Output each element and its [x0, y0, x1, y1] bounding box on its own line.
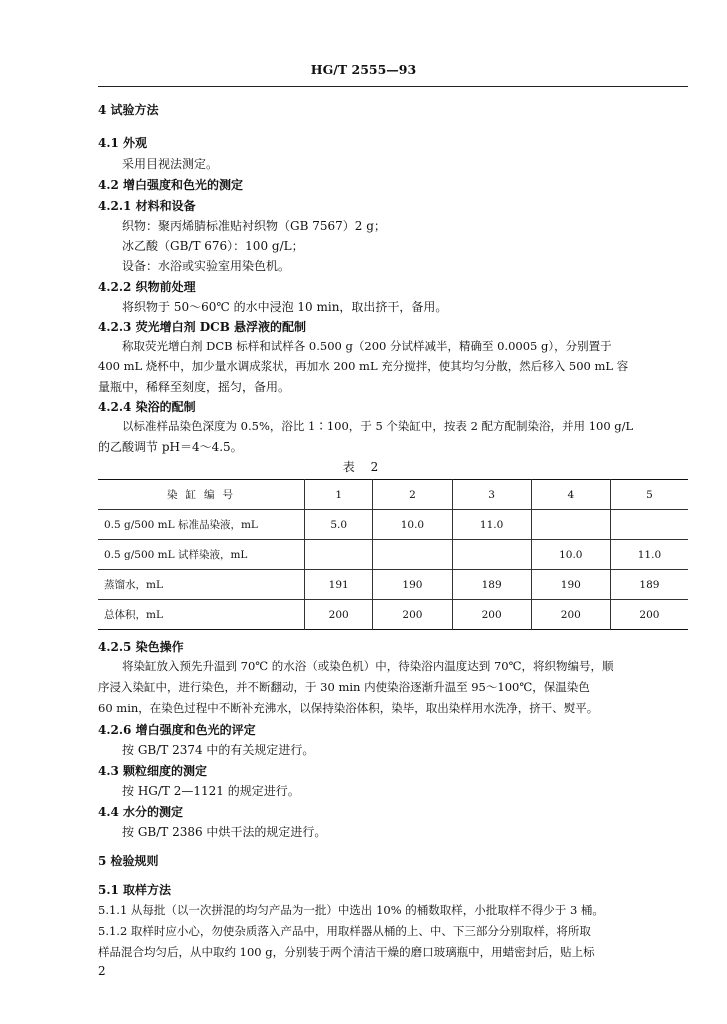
heading-5: 5 检验规则 — [98, 854, 159, 868]
row-label: 总体积，mL — [98, 600, 305, 630]
heading-4-1: 4.1 外观 — [98, 136, 148, 150]
table-cell — [373, 540, 452, 570]
heading-4-4: 4.4 水分的测定 — [98, 805, 184, 819]
heading-4-3: 4.3 颗粒细度的测定 — [98, 764, 208, 778]
heading-4-2-3: 4.2.3 荧光增白剂 DCB 悬浮液的配制 — [98, 320, 307, 334]
table-header-row — [98, 480, 688, 510]
table-cell: 11.0 — [452, 510, 531, 540]
table-row — [98, 600, 688, 630]
para-5-1-2-line1: 5.1.2 取样时应小心，勿使杂质落入产品中，用取样器从桶的上、中、下三部分分别取样，将所取 — [98, 924, 591, 938]
para-4-2-3-line2: 400 mL 烧杯中，加少量水调成浆状，再加水 200 mL 充分搅拌，使其均匀分散，然后移入 500 mL 容 — [98, 359, 629, 373]
table-cell: 191 — [305, 570, 373, 600]
para-4-2-1-equipment: 设备：水浴或实验室用染色机。 — [122, 259, 291, 273]
para-5-1-1: 5.1.1 从每批（以一次拼混的均匀产品为一批）中选出 10% 的桶数取样，小批取样不得少于 3 桶。 — [98, 903, 604, 917]
table-cell: 200 — [373, 600, 452, 630]
heading-4-2-5: 4.2.5 染色操作 — [98, 640, 184, 654]
table-cell: 190 — [373, 570, 452, 600]
dye-bath-table — [98, 479, 688, 630]
para-4-4: 按 GB/T 2386 中烘干法的规定进行。 — [122, 825, 327, 839]
table-header-col: 2 — [373, 480, 452, 510]
para-4-2-5-line2: 序浸入染缸中，进行染色，并不断翻动，于 30 min 内使染浴逐渐升温至 95～100℃，保温染色 — [98, 680, 590, 694]
table-header-col: 4 — [531, 480, 610, 510]
table-header-col: 1 — [305, 480, 373, 510]
table-cell: 200 — [531, 600, 610, 630]
para-4-3: 按 HG/T 2—1121 的规定进行。 — [122, 784, 300, 798]
heading-4-2-6: 4.2.6 增白强度和色光的评定 — [98, 723, 256, 737]
table-cell — [452, 540, 531, 570]
table-cell: 189 — [610, 570, 688, 600]
para-4-2-5-line1: 将染缸放入预先升温到 70℃ 的水浴（或染色机）中，待染浴内温度达到 70℃，将织物编号，顺 — [122, 659, 614, 673]
row-label: 0.5 g/500 mL 试样染液，mL — [98, 540, 305, 570]
table-caption: 表 2 — [342, 460, 385, 474]
page-number: 2 — [98, 964, 106, 978]
table-cell: 200 — [610, 600, 688, 630]
para-4-2-6: 按 GB/T 2374 中的有关规定进行。 — [122, 743, 315, 757]
table-row — [98, 510, 688, 540]
table-cell: 189 — [452, 570, 531, 600]
heading-4-2-2: 4.2.2 织物前处理 — [98, 280, 196, 294]
para-4-2-3-line1: 称取荧光增白剂 DCB 标样和试样各 0.500 g（200 分试样减半，精确至 0.0005 g），分别置于 — [122, 339, 612, 353]
para-4-2-1-acid: 冰乙酸（GB/T 676）：100 g/L； — [122, 239, 304, 253]
table-cell — [531, 510, 610, 540]
para-4-2-4-line1: 以标准样品染色深度为 0.5%，浴比 1∶100，于 5 个染缸中，按表 2 配方配制染浴，并用 100 g/L — [122, 419, 634, 433]
row-label: 0.5 g/500 mL 标准品染液，mL — [98, 510, 305, 540]
table-row — [98, 540, 688, 570]
table-header-col: 3 — [452, 480, 531, 510]
para-4-2-4-line2: 的乙酸调节 pH＝4～4.5。 — [98, 440, 243, 454]
para-4-2-3-line3: 量瓶中，稀释至刻度，摇匀，备用。 — [98, 380, 291, 394]
heading-4: 4 试验方法 — [98, 103, 159, 117]
table-header-label: 染缸编号 — [98, 480, 305, 510]
heading-5-1: 5.1 取样方法 — [98, 883, 172, 897]
table-cell: 200 — [452, 600, 531, 630]
row-label: 蒸馏水，mL — [98, 570, 305, 600]
table-cell: 10.0 — [531, 540, 610, 570]
table-cell: 5.0 — [305, 510, 373, 540]
para-4-1: 采用目视法测定。 — [122, 157, 219, 171]
heading-4-2-1: 4.2.1 材料和设备 — [98, 199, 196, 213]
para-5-1-2-line2: 样品混合均匀后，从中取约 100 g，分别装于两个清洁干燥的磨口玻璃瓶中，用蜡密封后，贴上标 — [98, 945, 595, 959]
para-4-2-5-line3: 60 min，在染色过程中不断补充沸水，以保持染浴体积，染毕，取出染样用水洗净，挤干、熨平。 — [98, 701, 599, 715]
table-header-col: 5 — [610, 480, 688, 510]
para-4-2-2: 将织物于 50～60℃ 的水中浸泡 10 min，取出挤干，备用。 — [122, 300, 448, 314]
table-cell: 10.0 — [373, 510, 452, 540]
table-cell: 200 — [305, 600, 373, 630]
table-row — [98, 570, 688, 600]
header-rule — [98, 86, 688, 87]
table-cell: 190 — [531, 570, 610, 600]
table-cell: 11.0 — [610, 540, 688, 570]
para-4-2-1-fabric: 织物：聚丙烯腈标准贴衬织物（GB 7567）2 g； — [122, 219, 386, 233]
heading-4-2-4: 4.2.4 染浴的配制 — [98, 400, 196, 414]
heading-4-2: 4.2 增白强度和色光的测定 — [98, 178, 244, 192]
table-cell — [305, 540, 373, 570]
table-cell — [610, 510, 688, 540]
page-header-code: HG/T 2555—93 — [310, 62, 417, 77]
